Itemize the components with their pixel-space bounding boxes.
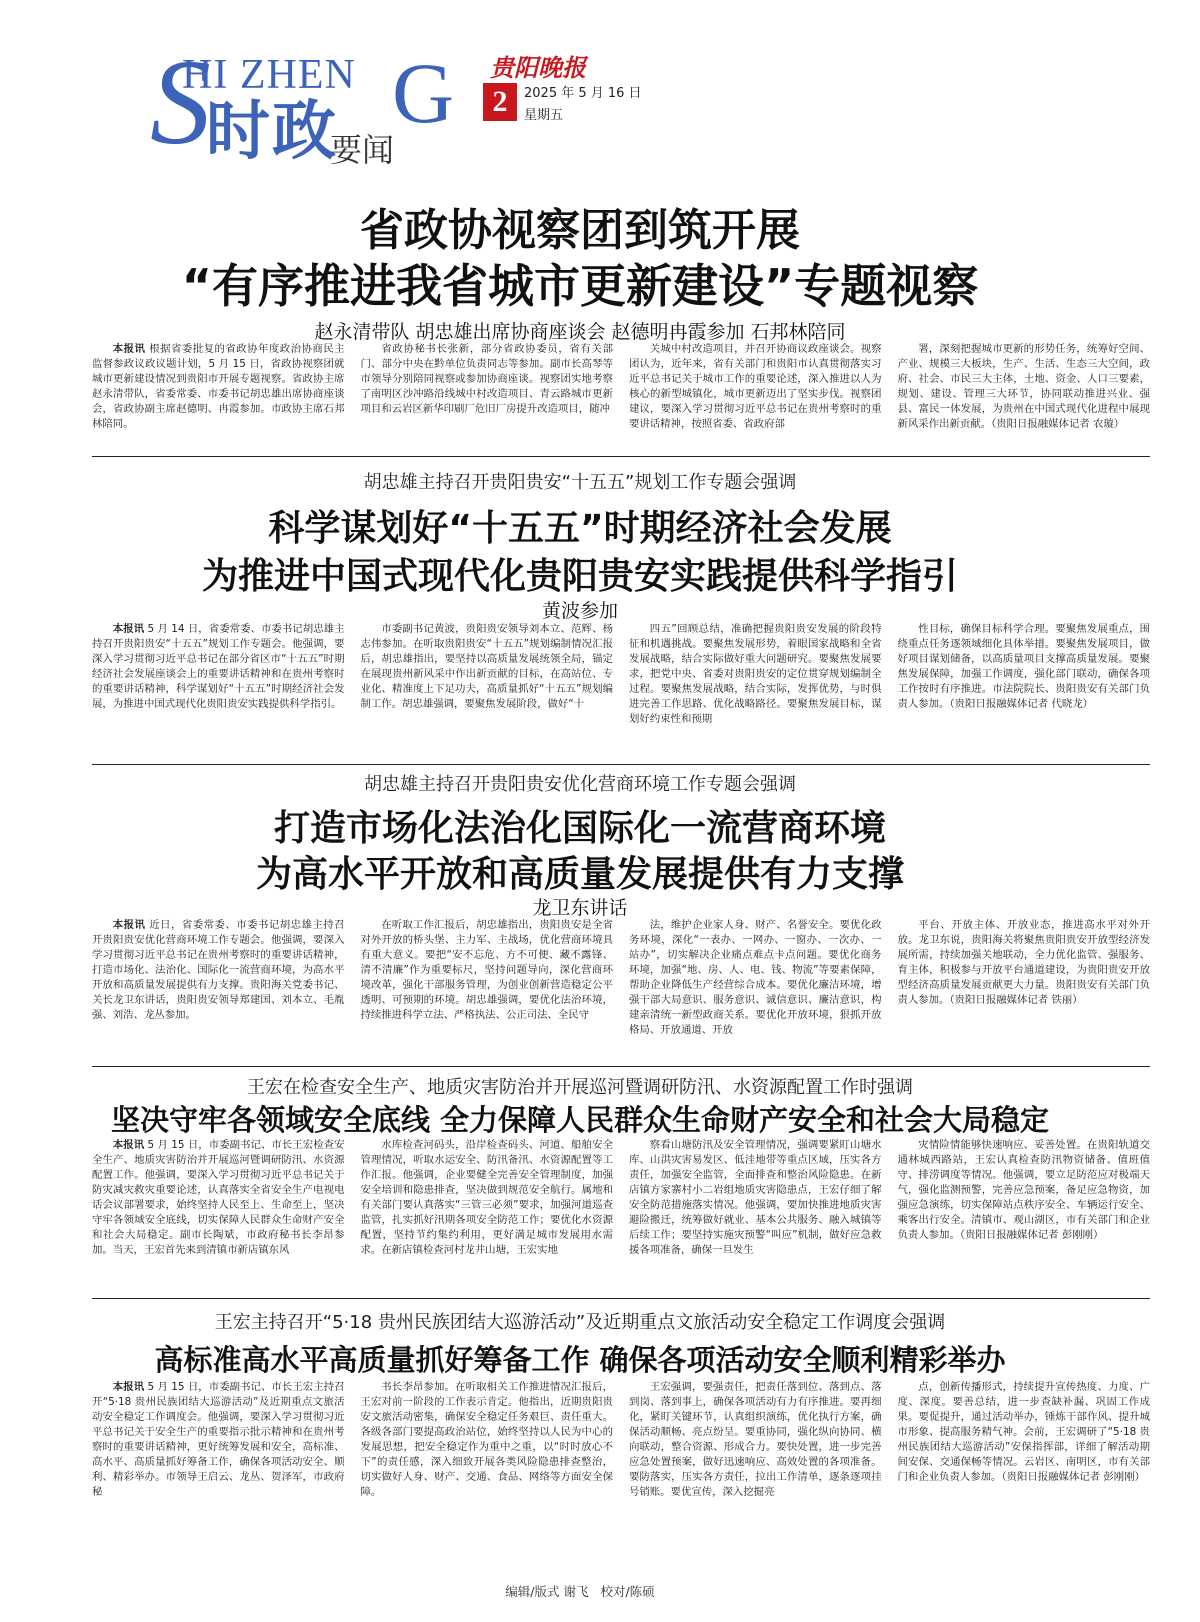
paragraph: 署，深刻把握城市更新的形势任务，统筹好空间、产业、规模三大板块，生产、生活、生态三大空间，政府、社会、市民三大主体，土地、资金、人口三要素，规划、建设、管理三大环节，协同联动推进兴业、强县、富民一体发展，为贵州在中国式现代化进程中展现新风采作出新贡献。（贵阳日报融媒体记者 农璇） bbox=[897, 343, 1150, 430]
paragraph: 平台、开放主体、开放业态，推进高水平对外开放。龙卫东说，贵阳海关将聚焦贵阳贵安开放型经济发展所需，持续加强关地联动，全力优化监管、强服务、育主体，积极参与开放平台通道建设，为贵阳贵安开放型经济高质量发展贡献更大力量。贵阳贵安有关部门负责人参加。（贵阳日报融媒体记者 铁丽） bbox=[897, 919, 1150, 1006]
paragraph: 察看山塘防汛及安全管理情况，强调要紧盯山塘水库、山洪灾害易发区、低洼地带等重点区域，压实各方责任，加强安全监管，全面排查和整治风险隐患。在新店镇方家寨村小二岩组地质灾害隐患点，王宏仔细了解安全防范措施落实情况。他强调，要加快推进地质灾害避险搬迁，统筹做好就业、基本公共服务、融入城镇等后续工作；要坚持实施灾预警“叫应”机制，做好应急救援各项准备，确保一旦发生 bbox=[629, 1139, 882, 1256]
text-column bbox=[92, 1138, 345, 1290]
text-column bbox=[898, 918, 1151, 1060]
text-column bbox=[898, 1380, 1151, 1570]
text-column bbox=[629, 1380, 882, 1570]
headline: 为推进中国式现代化贵阳贵安实践提供科学指引 bbox=[201, 556, 958, 597]
article-body bbox=[92, 918, 1150, 1060]
text-column bbox=[629, 918, 882, 1060]
kicker: 王宏在检查安全生产、地质灾害防治并开展巡河暨调研防汛、水资源配置工作时强调 bbox=[247, 1077, 913, 1098]
text-column bbox=[629, 1138, 882, 1290]
divider bbox=[92, 1298, 1150, 1299]
paragraph: 近日，省委常委、市委书记胡忠雄主持召开贵阳贵安优化营商环境工作专题会。他强调，要深入学习贯彻习近平总书记在贵州考察时的重要讲话精神，打造市场化、法治化、国际化一流营商环境，为高水平开放和高质量发展提供有力支撑。贵阳海关党委书记、关长龙卫东讲话，贵阳贵安领导郑建国、刘本立、毛胤强、刘浩、龙丛参加。 bbox=[92, 919, 345, 1021]
headline: 科学谋划好“十五五”时期经济社会发展 bbox=[268, 508, 892, 549]
text-column bbox=[898, 342, 1151, 448]
page-number: 2 bbox=[483, 83, 517, 121]
text-column bbox=[361, 622, 614, 758]
text-column bbox=[361, 1380, 614, 1570]
issue-weekday: 星期五 bbox=[524, 108, 564, 123]
masthead-letter-s: S bbox=[150, 35, 211, 170]
divider bbox=[92, 456, 1150, 457]
text-column bbox=[898, 1138, 1151, 1290]
text-column bbox=[361, 342, 614, 448]
proofreader-credit: 校对/陈硕 bbox=[600, 1584, 655, 1599]
headline: 为高水平开放和高质量发展提供有力支撑 bbox=[255, 854, 904, 895]
newspaper-logo: 贵阳晚报 bbox=[490, 53, 586, 82]
headline: 省政协视察团到筑开展 bbox=[360, 205, 800, 256]
headline: 高标准高水平高质量抓好筹备工作 确保各项活动安全顺利精彩举办 bbox=[154, 1343, 1006, 1377]
issue-date: 2025 年 5 月 16 日 bbox=[524, 86, 642, 101]
paragraph: 法，维护企业家人身、财产、名誉安全。要优化政务环境，深化“一表办、一网办、一窗办、一次办、一站办”，切实解决企业痛点难点卡点问题。要优化商务环境，加强“地、房、人、电、钱、物流”等要素保障，帮助企业降低生产经营综合成本。要优化廉洁环境，增强干部大局意识、服务意识、诚信意识、廉洁意识，构建亲清统一新型政商关系。要优化开放环境，狠抓开放格局、开放通道、开放 bbox=[629, 919, 882, 1036]
kicker: 胡忠雄主持召开贵阳贵安“十五五”规划工作专题会强调 bbox=[363, 472, 797, 493]
article-body bbox=[92, 1380, 1150, 1570]
text-column bbox=[92, 918, 345, 1060]
paragraph: 市委副书记黄波，贵阳贵安领导刘本立、范辉、杨志伟参加。在听取贵阳贵安“十五五”规划编制情况汇报后，胡忠雄指出，要坚持以高质量发展统领全局，锚定在展现贵州新风采中作出新贡献的目标，在高站位、专业化、精准度上下足功夫，高质量抓好“十五五”规划编制工作。胡忠雄强调，要聚焦发展阶段，做好“十 bbox=[360, 623, 613, 710]
section-title: 时政 bbox=[206, 96, 338, 167]
paragraph: 灾情险情能够快速响应、妥善处置。在贵阳轨道交通林城西路站，王宏认真检查防汛物资储备、值班值守、排涝调度等情况。他强调，要立足防范应对极端天气，强化监测预警，完善应急预案，备足应急物资，加强应急演练，切实保障站点秩序安全、车辆运行安全、乘客出行安全。清镇市、观山湖区，市有关部门和企业负责人参加。（贵阳日报融媒体记者 彭刚刚） bbox=[897, 1139, 1150, 1241]
text-column bbox=[361, 1138, 614, 1290]
masthead-latin: HI ZHEN bbox=[182, 52, 356, 98]
lead-tag: 本报讯 bbox=[112, 1381, 145, 1393]
text-column bbox=[629, 342, 882, 448]
text-column bbox=[629, 622, 882, 758]
paragraph: 省政协秘书长张新，部分省政协委员，省有关部门、部分中央在黔单位负责同志等参加。副市长高琴等市领导分别陪同视察或参加协商座谈。视察团实地考察了南明区沙冲路沿线城中村改造项目、青云路城市更新项目和云岩区新华印刷厂危旧厂房提升改造项目，随冲 bbox=[360, 343, 613, 415]
text-column bbox=[361, 918, 614, 1060]
paragraph: 王宏强调，要强责任，把责任落到位、落到点、落到岗、落到事上，确保各项活动有力有序推进。要再细化，紧盯关键环节，认真组织演练，优化执行方案，确保活动顺畅、亮点纷呈。要重协同，强化纵向协同、横向联动，整合资源、形成合力。要快处置，进一步完善应急处置预案，做好迅速响应、高效处置的各项准备。要防落实，压实各方责任，拉出工作清单，逐条逐项挂号销账。要优宣传，深入挖掘亮 bbox=[629, 1381, 882, 1498]
paragraph: 5 月 15 日，市委副书记、市长王宏检查安全生产、地质灾害防治并开展巡河暨调研防汛、水资源配置工作。他强调，要深入学习贯彻习近平总书记关于防灾减灾救灾重要论述，认真落实全省安全生产电视电话会议部署要求，始终坚持人民至上、生命至上，坚决守牢各领域安全底线，切实保障人民群众生命财产安全和社会大局稳定。副市长陶斌，市政府秘书长李昂参加。当天，王宏首先来到清镇市新店镇东风 bbox=[92, 1139, 345, 1256]
kicker: 王宏主持召开“5·18 贵州民族团结大巡游活动”及近期重点文旅活动安全稳定工作调度会强调 bbox=[214, 1312, 946, 1333]
paragraph: 四五”回顾总结，准确把握贵阳贵安发展的阶段特征和机遇挑战。要聚焦发展形势，着眼国家战略和全省发展战略，结合实际做好重大问题研究。要聚焦发展要求，把党中央、省委对贵阳贵安的定位贯穿规划编制全过程。要聚焦发展战略，结合实际，发挥优势，与时俱进完善工作思路、优化战略路径。要聚焦发展目标，谋划好约束性和预期 bbox=[629, 623, 882, 725]
text-column bbox=[898, 622, 1151, 758]
lead-tag: 本报讯 bbox=[112, 343, 146, 355]
paragraph: 在听取工作汇报后，胡忠雄指出，贵阳贵安是全省对外开放的桥头堡、主力军、主战场，优化营商环境具有重大意义。要把“安不忘危、方不可便、藏不露锋、清不清廉”作为重要标尺，坚持问题导向，深化营商环境改革，强化干部服务管理，为创业创新营造稳定公平透明、可预期的环境。胡忠雄强调，要优化法治环境，持续推进科学立法、严格执法、公正司法、全民守 bbox=[360, 919, 613, 1021]
article-body bbox=[92, 1138, 1150, 1290]
lead-tag: 本报讯 bbox=[112, 1139, 145, 1151]
text-column bbox=[92, 342, 345, 448]
paragraph: 点，创新传播形式，持续提升宣传热度、力度、广度、深度。要善总结，进一步查缺补漏、巩固工作成果。要促提升，通过活动举办，锤炼干部作风、提升城市形象、提高服务精气神。会前，王宏调研了“5·18 贵州民族团结大巡游活动”安保指挥部，详细了解活动期间安保、交通保畅等情况。云岩区、南明区，市有关部门和企业负责人参加。（贵阳日报融媒体记者 彭刚刚） bbox=[897, 1381, 1150, 1483]
headline: 打造市场化法治化国际化一流营商环境 bbox=[273, 808, 886, 849]
lead-tag: 本报讯 bbox=[112, 623, 145, 635]
lead-tag: 本报讯 bbox=[112, 919, 146, 931]
paragraph: 书长李昂参加。在听取相关工作推进情况汇报后，王宏对前一阶段的工作表示肯定。他指出，近期贵阳贵安文旅活动密集，确保安全稳定任务艰巨、责任重大。各级各部门要提高政治站位，始终坚持以人民为中心的发展思想，把安全稳定作为重中之重，以“时时放心不下”的责任感，深入细致开展各类风险隐患排查整治，切实做好人身、财产、交通、食品、网络等方面安全保障。 bbox=[360, 1381, 613, 1498]
article-body bbox=[92, 342, 1150, 448]
masthead-letter-g: G bbox=[392, 45, 455, 141]
paragraph: 5 月 15 日，市委副书记、市长王宏主持召开“5·18 贵州民族团结大巡游活动”及近期重点文旅活动安全稳定工作调度会。他强调，要深入学习贯彻习近平总书记关于安全生产的重要指示批示精神和在贵州考察时的重要讲话精神，更好统筹发展和安全，高标准、高水平、高质量抓好筹备工作，确保各项活动安全、顺利、精彩举办。市领导王启云、龙丛、贺泽军，市政府秘 bbox=[92, 1381, 345, 1498]
paragraph: 根据省委批复的省政协年度政治协商民主监督参政议政议题计划，5 月 15 日，省政协视察团就城市更新建设情况到贵阳市开展专题视察。省政协主席赵永清带队，省委常委、市委书记胡忠雄出席协商座谈会，省政协副主席赵德明、冉霞参加。市政协主席石邦林陪同。 bbox=[92, 343, 345, 430]
text-column bbox=[92, 622, 345, 758]
article-body bbox=[92, 622, 1150, 758]
paragraph: 5 月 14 日，省委常委、市委书记胡忠雄主持召开贵阳贵安“十五五”规划工作专题会。他强调，要深入学习贯彻习近平总书记在部分省区市“十五五”时期经济社会发展座谈会上的重要讲话精神和在贵州考察时的重要讲话精神，科学谋划好“十五五”时期经济社会发展，为推进中国式现代化贵阳贵安实践提供科学指引。 bbox=[92, 623, 345, 710]
text-column bbox=[92, 1380, 345, 1570]
byline: 龙卫东讲话 bbox=[532, 897, 628, 919]
paragraph: 关城中村改造项目，并召开协商议政座谈会。视察团认为，近年来，省有关部门和贵阳市认真贯彻落实习近平总书记关于城市工作的重要论述，深入推进以人为核心的新型城镇化，城市更新迈出了坚实步伐。视察团建议，要深入学习贯彻习近平总书记在贵州考察时的重要讲话精神，按照省委、省政府部 bbox=[629, 343, 882, 430]
editor-credit: 编辑/版式 谢飞 bbox=[505, 1584, 589, 1599]
headline: “有序推进我省城市更新建设”专题视察 bbox=[181, 259, 979, 313]
paragraph: 性目标，确保目标科学合理。要聚焦发展重点，围绕重点任务逐领域细化具体举措。要聚焦发展项目，做好项目谋划储备，以高质量项目支撑高质量发展。要聚焦发展保障，加强工作调度，强化部门联动，确保各项工作按时有序推进。市法院院长、贵阳贵安有关部门负责人参加。（贵阳日报融媒体记者 代晓龙） bbox=[897, 623, 1150, 710]
headline: 坚决守牢各领域安全底线 全力保障人民群众生命财产安全和社会大局稳定 bbox=[110, 1103, 1050, 1137]
byline: 黄波参加 bbox=[541, 600, 618, 622]
page-footer bbox=[0, 1582, 1160, 1600]
section-subtitle: 要闻 bbox=[330, 131, 395, 169]
divider bbox=[92, 764, 1150, 765]
byline: 赵永清带队 胡忠雄出席协商座谈会 赵德明冉霞参加 石邦林陪同 bbox=[314, 321, 846, 343]
kicker: 胡忠雄主持召开贵阳贵安优化营商环境工作专题会强调 bbox=[364, 774, 796, 795]
divider bbox=[92, 1066, 1150, 1067]
paragraph: 水库检查河码头，沿岸检查码头、河道、船舶安全管理情况，听取水运安全、防汛备汛、水资源配置等工作汇报。他强调，企业要健全完善安全管理制度，加强安全培训和隐患排查，坚决做到规范安全航行。属地和有关部门要认真落实“三管三必须”要求，加强河道巡查监管，扎实抓好汛期各项安全防范工作；要优化水资源配置，坚持节约集约利用，更好满足城市发展用水需求。在新店镇检查河村龙井山塘，王宏实地 bbox=[360, 1139, 613, 1256]
